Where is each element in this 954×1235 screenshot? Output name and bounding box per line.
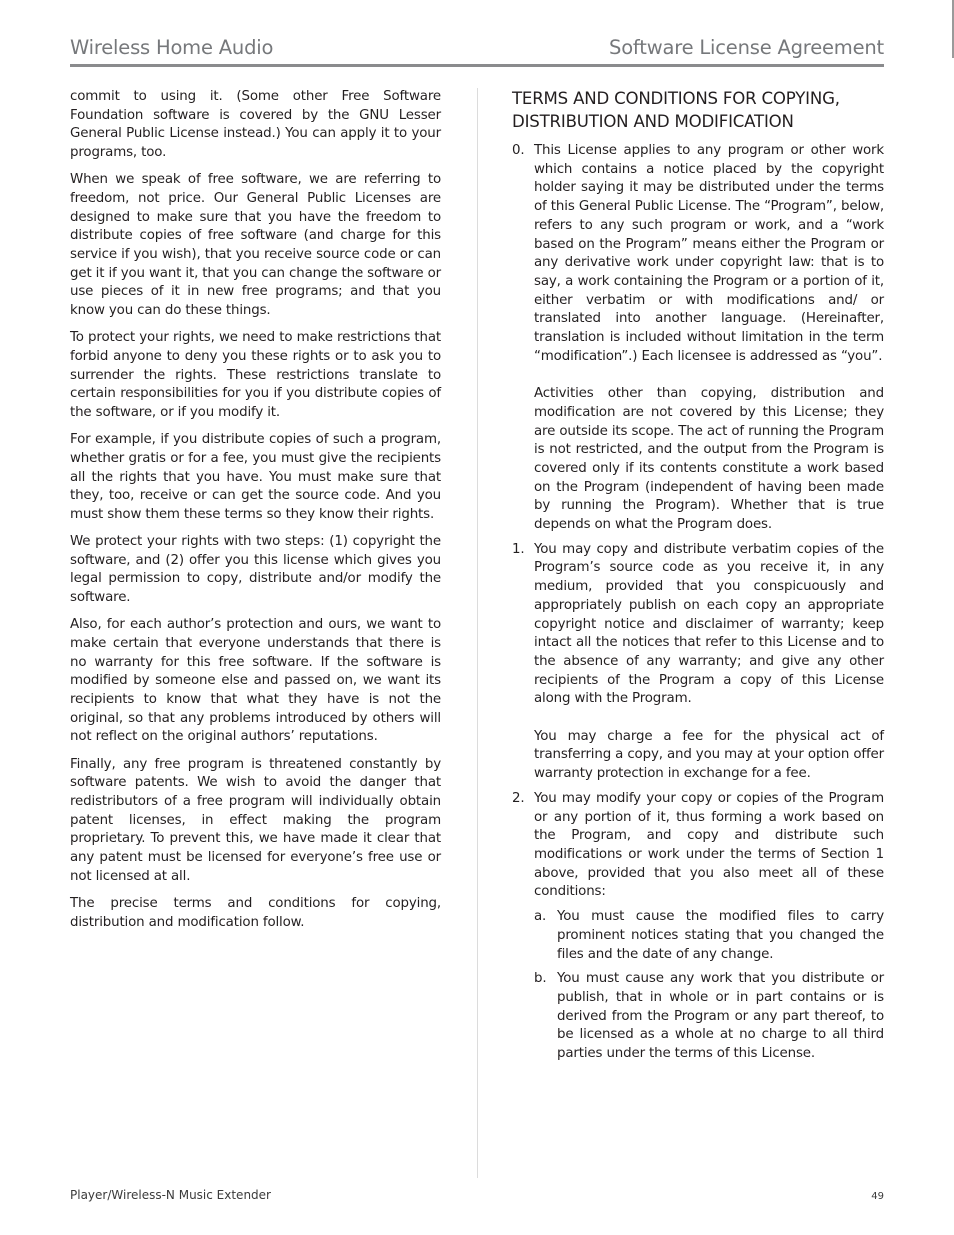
header-left-title: Wireless Home Audio: [70, 36, 274, 59]
header-rule: [70, 64, 884, 67]
terms-item-0: [512, 142, 884, 535]
item-number: 2.: [512, 790, 525, 806]
right-column: [512, 88, 884, 1070]
left-column: [70, 88, 441, 941]
section-title-line: DISTRIBUTION AND MODIFICATION: [512, 111, 794, 131]
column-divider: [477, 88, 478, 1178]
sub-item-letter: b.: [534, 971, 547, 987]
item-paragraph: Activities other than copying, distribution and modification are not covered by this License; they are outside its scope. The act of running the Program is not restricted, and the output from the Program is covered only if its contents constitute a work based on the Program (independent of having been made by running the Program). Whether that is true depends on what the Program does.: [534, 386, 884, 533]
section-title-line: TERMS AND CONDITIONS FOR COPYING,: [512, 89, 840, 108]
paragraph: Finally, any free program is threatened constantly by software patents. We wish to avoid the danger that redistributors of a free program will individually obtain patent licenses, in effect making the program proprietary. To prevent this, we have made it clear that any patent must be licensed for everyone’s free use or not licensed at all.: [70, 756, 441, 884]
paragraph: When we speak of free software, we are referring to freedom, not price. Our General Public Licenses are designed to make sure that you have the freedom to distribute copies of free software (and charge for this service if you wish), that you receive source code or can get it if you want it, that you can change the software or use pieces of it in new free programs; and that you know you can do these things.: [70, 172, 441, 319]
section-title: [512, 88, 884, 133]
page-header: [70, 36, 884, 62]
sub-item-text: You must cause the modified files to carry prominent notices stating that you changed the files and the date of any change.: [557, 909, 884, 962]
paragraph: For example, if you distribute copies of such a program, whether gratis or for a fee, you must give the recipients all the rights that you have. You must make sure that they, too, receive or can get the source code. And you must show them these terms so they know their rights.: [70, 432, 441, 522]
paragraph: Also, for each author’s protection and ours, we want to make certain that everyone understands that there is no warranty for this free software. If the software is modified by someone else and passed on, we want its recipients to know that what they have is not the original, so that any problems introduced by others will not reflect on the original authors’ reputations.: [70, 617, 441, 745]
footer-product: Player/Wireless-N Music Extender: [70, 1188, 271, 1202]
paragraph: commit to using it. (Some other Free Software Foundation software is covered by the GNU Lesser General Public License instead.) You can apply it to your programs, too.: [70, 89, 441, 161]
page-number: 49: [871, 1191, 884, 1202]
item-number: 0.: [512, 143, 525, 158]
sub-item-b: [534, 970, 884, 1064]
item-paragraph: This License applies to any program or other work which contains a notice placed by the copyright holder saying it may be distributed under the terms of this General Public License. The “Program”, below, refers to any such program or work, and a “work based on the Program” means either the Program or any derivative work under copyright law: that is to say, a work containing the Program or a portion of it, either verbatim or with modifications and/ or translated into another language. (Hereinafter, translation is included without limitation in the term “modification”.) Each licensee is addressed as “you”.: [534, 143, 884, 364]
item-paragraph: You may copy and distribute verbatim copies of the Program’s source code as you receive it, in any medium, provided that you conspicuously and appropriately publish on each copy an appropriate copyright notice and disclaimer of warranty; keep intact all the notices that refer to this License and to the absence of any warranty; and give any other recipients of the Program a copy of this License along with the Program.: [534, 541, 884, 707]
terms-item-2: [512, 790, 884, 1064]
item-paragraph: You may charge a fee for the physical act of transferring a copy, and you may at your option offer warranty protection in exchange for a fee.: [534, 728, 884, 782]
item-paragraph: You may modify your copy or copies of the Program or any portion of it, thus forming a work based on the Program, and copy and distribute such modifications or work under the terms of Section 1 above, provided that you also meet all of these conditions:: [534, 790, 884, 900]
terms-item-1: [512, 541, 884, 784]
paragraph: We protect your rights with two steps: (1) copyright the software, and (2) offer you this license which gives you legal permission to copy, distribute and/or modify the software.: [70, 534, 441, 606]
item-number: 1.: [512, 541, 525, 557]
header-right-title: Software License Agreement: [609, 36, 884, 59]
sub-item-letter: a.: [534, 909, 547, 925]
paragraph: To protect your rights, we need to make restrictions that forbid anyone to deny you these rights or to ask you to surrender the rights. These restrictions translate to certain responsibilities for you if you distribute copies of the software, or if you modify it.: [70, 330, 441, 421]
paragraph: The precise terms and conditions for copying, distribution and modification follow.: [70, 895, 441, 930]
sub-item-a: [534, 908, 884, 964]
sub-item-text: You must cause any work that you distribute or publish, that in whole or in part contains or is derived from the Program or any part thereof, to be licensed as a whole at no charge to all third parties under the terms of this License.: [557, 971, 884, 1062]
